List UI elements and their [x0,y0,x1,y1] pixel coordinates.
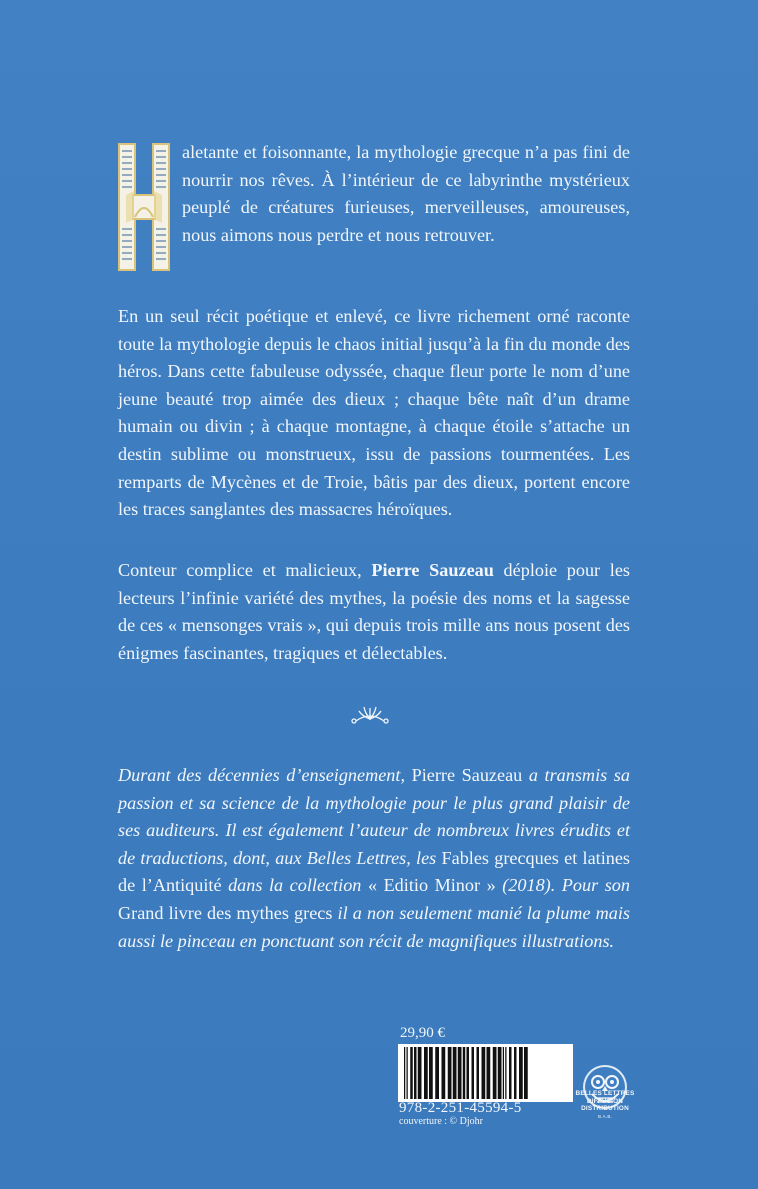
barcode-bar [503,1047,504,1099]
author-paragraph: Conteur complice et malicieux, Pierre Sauzeau déploie pour les lecteurs l’infinie variété des mythes, la poésie des noms et la sagesse de ces « mensonges vrais », qui depuis trois mille ans nous posent des énigmes fascinantes, tragiques et délectables. [118,560,630,663]
barcode-bar [477,1047,480,1099]
barcode-bar [404,1047,405,1099]
barcode-bar [487,1047,491,1099]
barcode-bar [410,1047,413,1099]
intro-text: aletante et foisonnante, la mythologie grecque n’a pas fini de nourrir nos rêves. À l’intérieur de ce labyrinthe mystérieux peuplé de créatures furieuses, merveilleuses, amoureuses, nous aimons nous perdre et nous retrouver. [182,142,630,245]
barcode-bar [505,1047,506,1099]
barcode-bar [493,1047,497,1099]
author-bio: Durant des décennies d’enseignement, Pierre Sauzeau a transmis sa passion et sa science de la mythologie pour le plus grand plaisir de ses auditeurs. Il est également l’auteur de nombreux livres érudits et de traductions, dont, aux Belles Lettres, les Fables grecques et latines de l’Antiquité dans la collection « Editio Minor » (2018). Pour son Grand livre des mythes grecs il a non seulement manié la plume mais aussi le pinceau en ponctuant son récit de magnifiques illustrations. [118,765,630,951]
isbn-number: 978-2-251-45594-5 [399,1100,522,1116]
palmette-ornament-icon [350,703,390,725]
publisher-logo-text: BELLES LETTRES DIFFUSION DISTRIBUTION B.A.B. [575,1090,635,1119]
barcode-bar [498,1047,502,1099]
barcode-bar [472,1047,475,1099]
barcode-bar [435,1047,439,1099]
barcode-bar [448,1047,452,1099]
barcode-bar [429,1047,433,1099]
barcode-bar [463,1047,466,1099]
barcode-bar [453,1047,457,1099]
summary-paragraph: En un seul récit poétique et enlevé, ce livre richement orné raconte toute la mythologie depuis le chaos initial jusqu’à la fin du monde des héros. Dans cette fabuleuse odyssée, chaque fleur porte le nom d’une jeune beauté trop aimée des dieux ; chaque bête naît d’un drame humain ou divin ; à chaque montagne, à chaque étoile s’attache un destin sublime ou monstrueux, issu de passions tourmentées. Les remparts de Mycènes et de Troie, bâtis par des dieux, portent encore les traces sanglantes des massacres héroïques. [118,306,630,520]
barcode-bar [514,1047,517,1099]
barcode-bar [414,1047,417,1099]
barcode-bar [509,1047,512,1099]
barcode-bar [442,1047,446,1099]
barcode-bar [424,1047,428,1099]
cover-credit: couverture : © Djohr [399,1116,483,1127]
dropcap-h-letter [118,143,170,271]
barcode-bar [524,1047,528,1099]
author-name: Pierre Sauzeau [371,560,494,580]
barcode-bar [458,1047,462,1099]
barcode-bar [482,1047,486,1099]
barcode-bar [467,1047,470,1099]
price-label: 29,90 € [400,1025,445,1041]
barcode [398,1044,573,1102]
barcode-bar [418,1047,422,1099]
intro-paragraph [118,139,630,271]
barcode-bars [398,1044,573,1102]
barcode-bar [519,1047,523,1099]
barcode-bar [407,1047,408,1099]
